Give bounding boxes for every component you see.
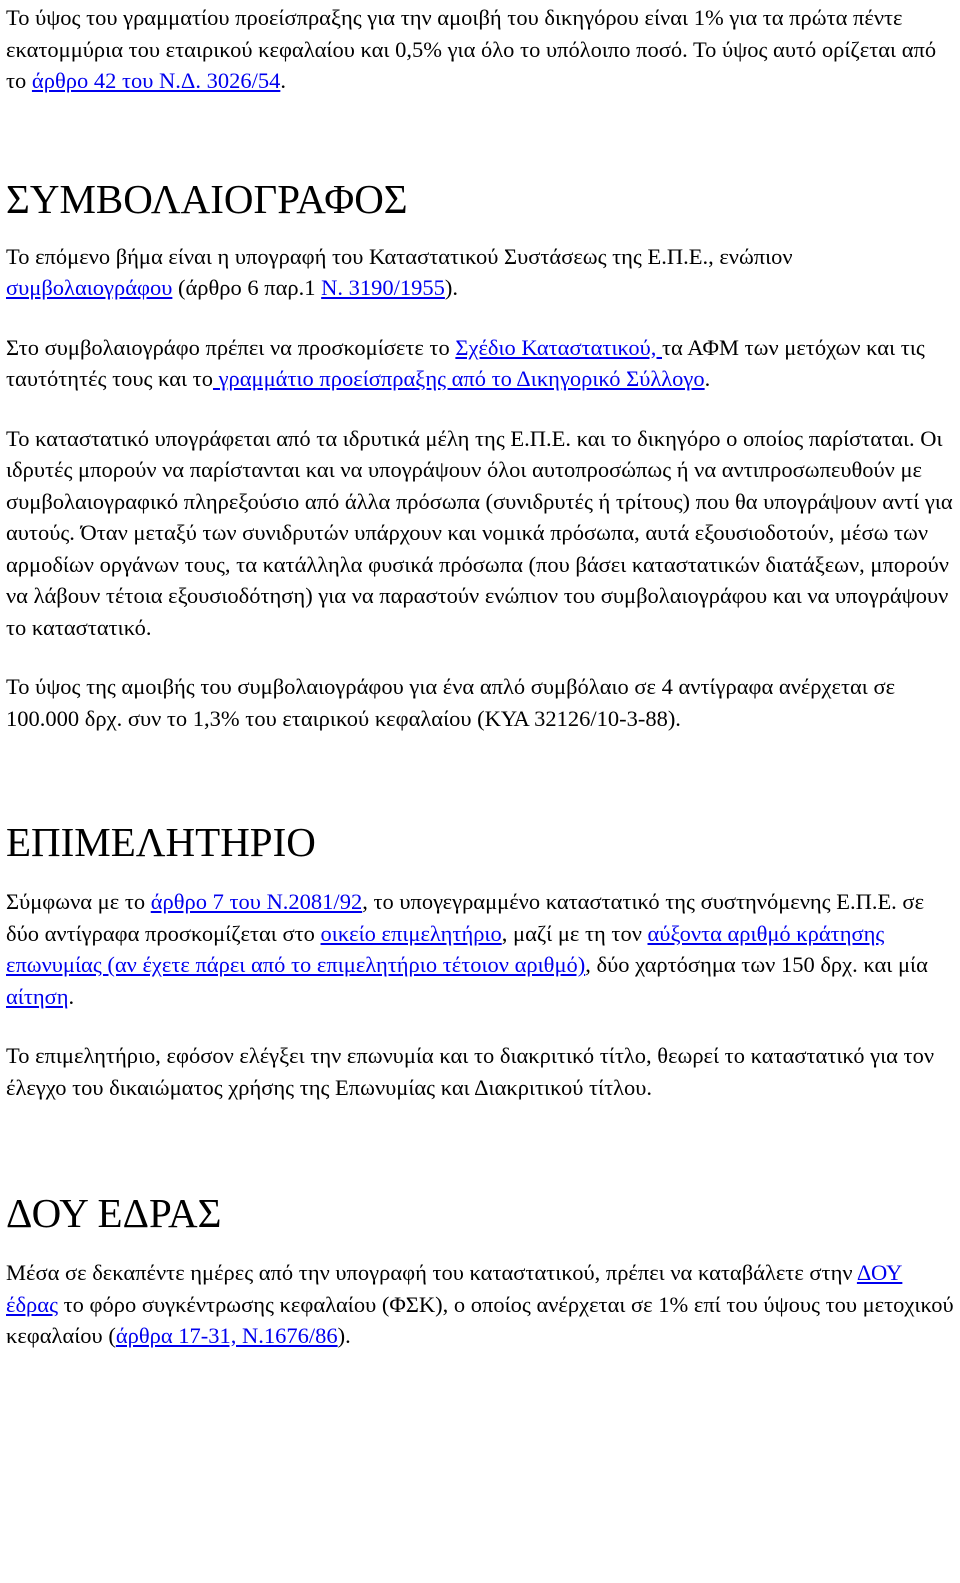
notary-paragraph-2 <box>6 332 954 395</box>
chamber-paragraph-1 <box>6 886 954 1012</box>
notary-p1-text: Το επόμενο βήμα είναι η υπογραφή του Καταστατικού Συστάσεως της Ε.Π.Ε., ενώπιον <box>6 243 793 269</box>
notary-paragraph-3: Το καταστατικό υπογράφεται από τα ιδρυτικά μέλη της Ε.Π.Ε. και το δικηγόρο ο οποίος παρίσταται. Οι ιδρυτές μπορούν να παρίστανται και να υπογράψουν όλοι αυτοπροσώπως ή να αντιπροσωπευθούν με συμβολαιογραφικό πληρεξούσιο από άλλα πρόσωπα (συνιδρυτές ή τρίτους) που θα υπογράψουν αντί για αυτούς. Όταν μεταξύ των συνιδρυτών υπάρχουν και νομικά πρόσωπα, αυτά εξουσιοδοτούν, μέσω των αρμοδίων οργάνων τους, τα κατάλληλα φυσικά πρόσωπα (που βάσει καταστατικών διατάξεων, μπορούν να λάβουν τέτοια εξουσιοδότηση) για να παραστούν ενώπιον του συμβολαιογράφου και να υπογράψουν το καταστατικό. <box>6 425 953 640</box>
intro-paragraph <box>6 2 954 97</box>
link-law-2081[interactable]: άρθρο 7 του Ν.2081/92 <box>150 889 363 914</box>
tax-p1-text-3: ). <box>337 1323 351 1348</box>
intro-text-end: . <box>280 68 286 93</box>
notary-p1-text-2: (άρθρο 6 παρ.1 <box>172 275 322 300</box>
intro-text: Το ύψος του γραμματίου προείσπραξης για την αμοιβή του δικηγόρου είναι 1% για τα πρώτα πέντε εκατομμύρια του εταιρικού κεφαλαίου και 0,5% για όλο το υπόλοιπο ποσό. Το ύψος αυτό ορίζεται από το <box>6 5 937 93</box>
heading-notary: ΣΥΜΒΟΛΑΙΟΓΡΑΦΟΣ <box>6 175 408 222</box>
tax-paragraph-1 <box>6 1257 954 1352</box>
chamber-p1-text-3: , μαζί με τη τον <box>501 920 648 946</box>
link-law-1676[interactable]: άρθρα 17-31, Ν.1676/86 <box>115 1323 338 1348</box>
tax-p1-text: Μέσα σε δεκαπέντε ημέρες από την υπογραφή του καταστατικού, πρέπει να καταβάλετε στην <box>6 1260 857 1285</box>
notary-p1-text-3: ). <box>444 275 459 300</box>
link-tax-office[interactable]: ΔΟΥ έδρας <box>6 1260 903 1317</box>
heading-tax-office: ΔΟΥ ΕΔΡΑΣ <box>6 1190 222 1236</box>
notary-p2-text: Στο συμβολαιογράφο πρέπει να προσκομίσετε το <box>6 334 456 360</box>
link-chamber[interactable]: οικείο επιμελητήριο <box>320 920 502 946</box>
heading-chamber: ΕΠΙΜΕΛΗΤΗΡΙΟ <box>6 819 316 865</box>
chamber-p1-text-2: , το υπογεγραμμένο καταστατικό της συστηνόμενης Ε.Π.Ε. σε δύο αντίγραφα προσκομίζεται στο <box>6 889 925 946</box>
link-statute-draft[interactable]: Σχέδιο Καταστατικού, <box>455 334 662 360</box>
link-application[interactable]: αίτηση <box>6 983 69 1009</box>
chamber-p1-text: Σύμφωνα με το <box>6 889 151 914</box>
link-bar-receipt[interactable]: γραμμάτιο προείσπραξης από το Δικηγορικό Σύλλογο <box>212 366 705 391</box>
chamber-paragraph-2: Το επιμελητήριο, εφόσον ελέγξει την επωνυμία και το διακριτικό τίτλο, θεωρεί το καταστατικό για τον έλεγχο του δικαιώματος χρήσης της Επωνυμίας και Διακριτικού τίτλου. <box>6 1043 935 1100</box>
link-law-3190[interactable]: Ν. 3190/1955 <box>321 275 445 300</box>
link-article-42[interactable]: άρθρο 42 του Ν.Δ. 3026/54 <box>31 68 281 93</box>
chamber-p1-text-4: , δύο χαρτόσημα των 150 δρχ. και μία <box>585 952 928 977</box>
notary-paragraph-4: Το ύψος της αμοιβής του συμβολαιογράφου για ένα απλό συμβόλαιο σε 4 αντίγραφα ανέρχεται σε 100.000 δρχ. συν το 1,3% του εταιρικού κεφαλαίου (ΚΥΑ 32126/10-3-88). <box>6 674 896 731</box>
link-notary[interactable]: συμβολαιογράφου <box>6 275 173 300</box>
notary-paragraph-1 <box>6 241 954 304</box>
link-name-reservation[interactable]: αύξοντα αριθμό κράτησης επωνυμίας (αν έχετε πάρει από το επιμελητήριο τέτοιον αριθμό) <box>6 920 885 977</box>
chamber-p1-text-5: . <box>68 983 75 1009</box>
notary-p2-text-3: . <box>704 366 711 391</box>
tax-p1-text-2: το φόρο συγκέντρωσης κεφαλαίου (ΦΣΚ), ο οποίος ανέρχεται σε 1% επί του ύψους του μετοχικού κεφαλαίου ( <box>6 1291 954 1348</box>
notary-p2-text-2: τα ΑΦΜ των μετόχων και τις ταυτότητές τους και το <box>6 334 925 391</box>
